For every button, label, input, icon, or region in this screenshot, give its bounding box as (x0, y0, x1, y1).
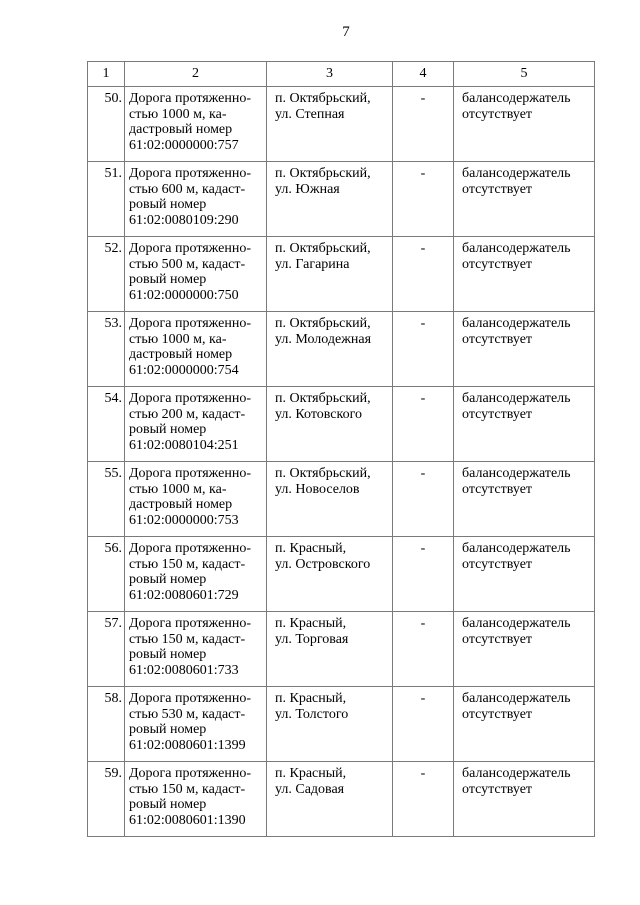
table-header (88, 62, 595, 87)
column-4-cell: - (393, 387, 454, 462)
row-number: 56. (88, 537, 125, 612)
object-name-line: стью 600 м, кадаст- (129, 181, 246, 197)
address-cell (267, 87, 393, 162)
column-4-cell: - (393, 687, 454, 762)
holder-line: балансодержатель (462, 616, 571, 631)
object-name-line: Дорога протяженно- (129, 241, 252, 256)
object-name-cell (125, 762, 267, 837)
row-number: 58. (88, 687, 125, 762)
table-row (88, 387, 595, 462)
holder-line: отсутствует (462, 406, 533, 422)
object-name-line: ровый номер (129, 422, 207, 437)
address-line: ул. Садовая (275, 781, 345, 797)
holder-line: отсутствует (462, 631, 533, 647)
row-number: 54. (88, 387, 125, 462)
holder-cell (454, 387, 595, 462)
object-name-line: дастровый номер (129, 347, 233, 362)
object-name-cell (125, 312, 267, 387)
object-name-line: Дорога протяженно- (129, 91, 252, 106)
address-cell (267, 312, 393, 387)
header-col-3: 3 (267, 62, 393, 87)
column-4-cell: - (393, 762, 454, 837)
object-name-line: 61:02:0080601:1390 (129, 812, 246, 828)
object-name-cell (125, 612, 267, 687)
object-name-line: дастровый номер (129, 497, 233, 512)
object-name-line: Дорога протяженно- (129, 616, 252, 631)
object-name-line: Дорога протяженно- (129, 466, 252, 481)
object-name-line: 61:02:0080601:733 (129, 662, 239, 678)
holder-line: отсутствует (462, 481, 533, 497)
object-name-line: 61:02:0080104:251 (129, 437, 239, 453)
holder-cell (454, 237, 595, 312)
holder-cell (454, 312, 595, 387)
address-line: ул. Степная (275, 106, 345, 122)
holder-line: отсутствует (462, 106, 533, 122)
header-col-2: 2 (125, 62, 267, 87)
address-line: п. Октябрьский, (275, 241, 371, 256)
address-cell (267, 462, 393, 537)
column-4-cell: - (393, 162, 454, 237)
column-4-cell: - (393, 537, 454, 612)
column-4-cell: - (393, 312, 454, 387)
holder-line: отсутствует (462, 256, 533, 272)
holder-line: балансодержатель (462, 691, 571, 706)
holder-line: балансодержатель (462, 766, 571, 781)
address-line: ул. Новоселов (275, 481, 360, 497)
header-col-5: 5 (454, 62, 595, 87)
object-name-line: ровый номер (129, 197, 207, 212)
object-name-line: стью 150 м, кадаст- (129, 781, 246, 797)
object-name-line: стью 530 м, кадаст- (129, 706, 246, 722)
address-line: п. Октябрьский, (275, 316, 371, 331)
object-name-cell (125, 462, 267, 537)
table-row (88, 312, 595, 387)
column-4-cell: - (393, 612, 454, 687)
object-name-line: ровый номер (129, 572, 207, 587)
address-line: ул. Толстого (275, 706, 349, 722)
registry-table (87, 61, 595, 837)
object-name-line: 61:02:0000000:757 (129, 137, 239, 153)
address-line: п. Октябрьский, (275, 91, 371, 106)
object-name-line: Дорога протяженно- (129, 166, 252, 181)
object-name-line: Дорога протяженно- (129, 541, 252, 556)
address-line: п. Красный, (275, 766, 347, 781)
holder-line: отсутствует (462, 706, 533, 722)
object-name-line: ровый номер (129, 272, 207, 287)
row-number: 51. (88, 162, 125, 237)
holder-cell (454, 612, 595, 687)
header-col-1: 1 (88, 62, 125, 87)
row-number: 52. (88, 237, 125, 312)
table-row (88, 687, 595, 762)
table-row (88, 87, 595, 162)
holder-cell (454, 687, 595, 762)
column-4-cell: - (393, 237, 454, 312)
object-name-cell (125, 162, 267, 237)
holder-line: балансодержатель (462, 391, 571, 406)
address-cell (267, 537, 393, 612)
object-name-line: Дорога протяженно- (129, 766, 252, 781)
address-cell (267, 162, 393, 237)
holder-line: балансодержатель (462, 241, 571, 256)
holder-line: балансодержатель (462, 316, 571, 331)
holder-line: отсутствует (462, 181, 533, 197)
address-line: ул. Котовского (275, 406, 362, 422)
address-line: ул. Молодежная (275, 331, 372, 347)
object-name-cell (125, 237, 267, 312)
object-name-line: 61:02:0000000:754 (129, 362, 239, 378)
object-name-line: ровый номер (129, 647, 207, 662)
object-name-line: стью 150 м, кадаст- (129, 631, 246, 647)
object-name-line: стью 1000 м, ка- (129, 106, 227, 122)
address-line: п. Октябрьский, (275, 166, 371, 181)
object-name-line: 61:02:0080601:729 (129, 587, 239, 603)
object-name-line: 61:02:0000000:753 (129, 512, 239, 528)
row-number: 59. (88, 762, 125, 837)
row-number: 53. (88, 312, 125, 387)
object-name-line: 61:02:0080601:1399 (129, 737, 246, 753)
address-line: п. Красный, (275, 691, 347, 706)
table-row (88, 162, 595, 237)
table-row (88, 237, 595, 312)
object-name-line: Дорога протяженно- (129, 316, 252, 331)
table-row (88, 462, 595, 537)
row-number: 50. (88, 87, 125, 162)
address-cell (267, 762, 393, 837)
object-name-cell (125, 687, 267, 762)
object-name-line: Дорога протяженно- (129, 391, 252, 406)
object-name-line: дастровый номер (129, 122, 233, 137)
address-cell (267, 612, 393, 687)
address-line: п. Октябрьский, (275, 391, 371, 406)
holder-line: балансодержатель (462, 466, 571, 481)
holder-line: балансодержатель (462, 166, 571, 181)
object-name-line: стью 200 м, кадаст- (129, 406, 246, 422)
object-name-line: стью 500 м, кадаст- (129, 256, 246, 272)
object-name-line: ровый номер (129, 797, 207, 812)
holder-cell (454, 537, 595, 612)
object-name-line: стью 1000 м, ка- (129, 331, 227, 347)
object-name-line: Дорога протяженно- (129, 691, 252, 706)
address-line: п. Красный, (275, 541, 347, 556)
address-cell (267, 237, 393, 312)
page-number: 7 (342, 24, 350, 40)
object-name-line: стью 1000 м, ка- (129, 481, 227, 497)
holder-line: отсутствует (462, 331, 533, 347)
holder-cell (454, 162, 595, 237)
header-col-4: 4 (393, 62, 454, 87)
object-name-line: 61:02:0080109:290 (129, 212, 239, 228)
object-name-line: ровый номер (129, 722, 207, 737)
address-cell (267, 687, 393, 762)
address-line: ул. Гагарина (275, 256, 350, 272)
row-number: 55. (88, 462, 125, 537)
column-4-cell: - (393, 87, 454, 162)
object-name-line: стью 150 м, кадаст- (129, 556, 246, 572)
holder-line: отсутствует (462, 781, 533, 797)
object-name-cell (125, 537, 267, 612)
holder-cell (454, 762, 595, 837)
address-line: ул. Торговая (275, 631, 349, 647)
object-name-cell (125, 87, 267, 162)
holder-cell (454, 87, 595, 162)
address-cell (267, 387, 393, 462)
row-number: 57. (88, 612, 125, 687)
holder-cell (454, 462, 595, 537)
address-line: п. Красный, (275, 616, 347, 631)
object-name-line: 61:02:0000000:750 (129, 287, 239, 303)
address-line: ул. Островского (275, 556, 371, 572)
table-row (88, 537, 595, 612)
address-line: ул. Южная (275, 181, 340, 197)
holder-line: балансодержатель (462, 91, 571, 106)
table-row (88, 762, 595, 837)
table-row (88, 612, 595, 687)
address-line: п. Октябрьский, (275, 466, 371, 481)
table-body (88, 87, 595, 837)
header-row (88, 62, 595, 87)
object-name-cell (125, 387, 267, 462)
holder-line: отсутствует (462, 556, 533, 572)
holder-line: балансодержатель (462, 541, 571, 556)
column-4-cell: - (393, 462, 454, 537)
